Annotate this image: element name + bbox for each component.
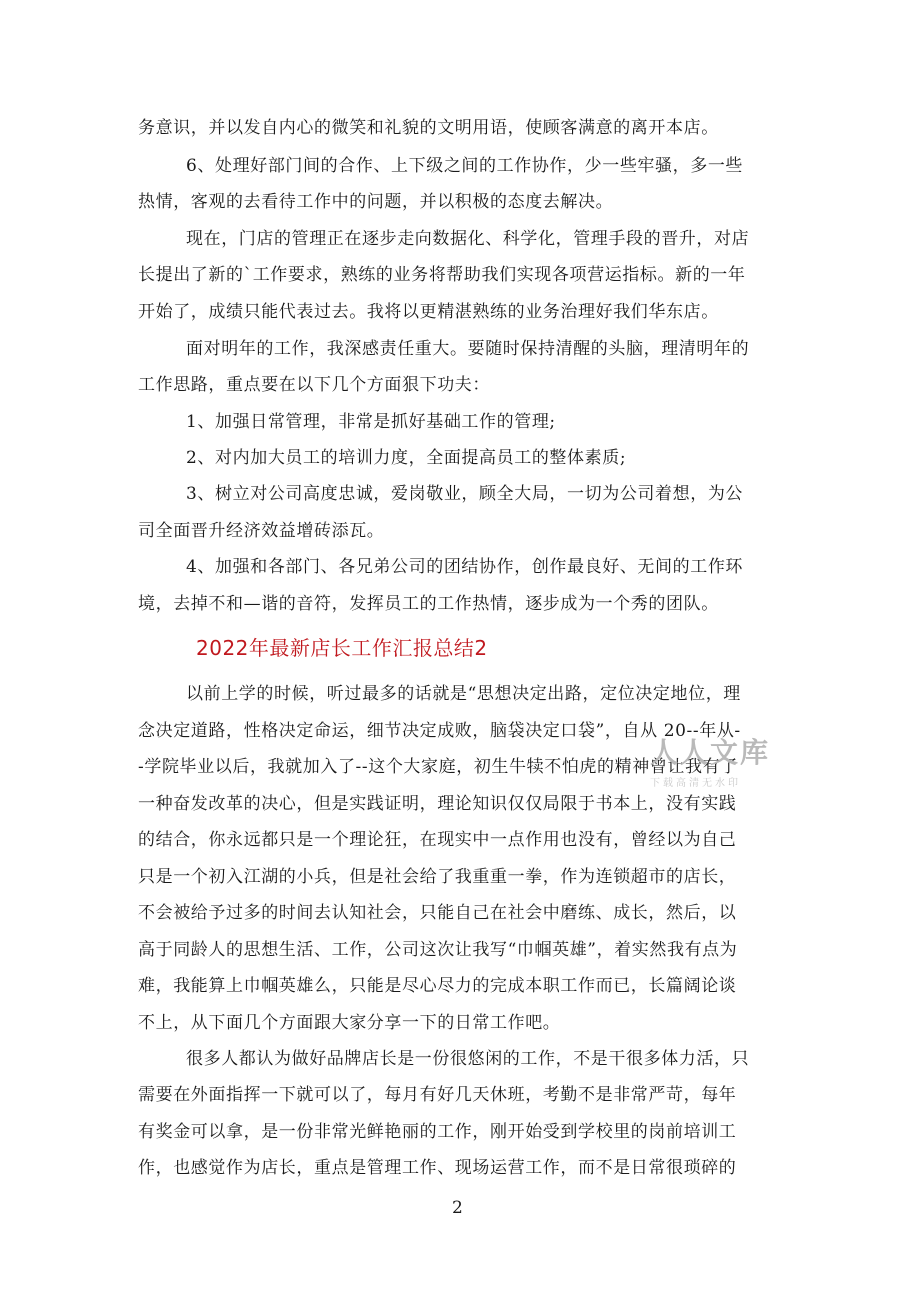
paragraph-line: 念决定道路，性格决定命运，细节决定成败，脑袋决定口袋”，自从 20--年从- — [138, 721, 741, 741]
list-item: 1、加强日常管理，非常是抓好基础工作的管理; — [186, 412, 556, 432]
paragraph-line: 不上，从下面几个方面跟大家分享一下的日常工作吧。 — [138, 1013, 561, 1033]
paragraph-line: 境，去掉不和—谐的音符，发挥员工的工作热情，逐步成为一个秀的团队。 — [138, 594, 719, 614]
watermark-subtitle: 下载高清无水印 — [650, 778, 741, 789]
paragraph-line: 有奖金可以拿，是一份非常光鲜艳丽的工作，刚开始受到学校里的岗前培训工 — [138, 1122, 737, 1142]
paragraph-line: 务意识，并以发自内心的微笑和礼貌的文明用语，使顾客满意的离开本店。 — [138, 118, 719, 138]
paragraph-line: 热情，客观的去看待工作中的问题，并以积极的态度去解决。 — [138, 192, 614, 212]
paragraph-line: 高于同龄人的思想生活、工作，公司这次让我写“巾帼英雄”，着实然我有点为 — [138, 940, 738, 960]
paragraph-line: 作，也感觉作为店长，重点是管理工作、现场运营工作，而不是日常很琐碎的 — [138, 1158, 737, 1178]
section-heading: 2022年最新店长工作汇报总结2 — [196, 636, 488, 660]
watermark-title: 人人文库 — [650, 736, 771, 769]
paragraph-line: 的结合，你永远都只是一个理论狂，在现实中一点作用也没有，曾经以为自己 — [138, 830, 737, 850]
list-item: 4、加强和各部门、各兄弟公司的团结协作，创作最良好、无间的工作环 — [186, 557, 744, 577]
list-item: 3、树立对公司高度忠诚，爱岗敬业，顾全大局，一切为公司着想，为公 — [186, 484, 744, 504]
paragraph-line: 以前上学的时候，听过最多的话就是“思想决定出路，定位决定地位，理 — [186, 684, 741, 704]
paragraph-line: 6、处理好部门间的合作、上下级之间的工作协作，少一些牢骚，多一些 — [186, 156, 744, 176]
watermark-logo — [650, 736, 790, 789]
paragraph-line: 一种奋发改革的决心，但是实践证明，理论知识仅仅局限于书本上，没有实践 — [138, 794, 737, 814]
page-number: 2 — [452, 1198, 463, 1218]
paragraph-line: 司全面晋升经济效益增砖添瓦。 — [138, 521, 385, 541]
paragraph-line: 长提出了新的`工作要求，熟练的业务将帮助我们实现各项营运指标。新的一年 — [138, 265, 746, 285]
paragraph-line: 面对明年的工作，我深感责任重大。要随时保持清醒的头脑，理清明年的 — [186, 339, 750, 359]
paragraph-line: 不会被给予过多的时间去认知社会，只能自己在社会中磨练、成长，然后，以 — [138, 903, 737, 923]
paragraph-line: 很多人都认为做好品牌店长是一份很悠闲的工作，不是干很多体力活，只 — [186, 1049, 750, 1069]
paragraph-line: 只是一个初入江湖的小兵，但是社会给了我重重一拳，作为连锁超市的店长， — [138, 867, 737, 887]
paragraph-line: 难，我能算上巾帼英雄么，只能是尽心尽力的完成本职工作而已，长篇阔论谈 — [138, 976, 737, 996]
paragraph-line: 需要在外面指挥一下就可以了，每月有好几天休班，考勤不是非常严苛，每年 — [138, 1085, 737, 1105]
list-item: 2、对内加大员工的培训力度，全面提高员工的整体素质; — [186, 448, 627, 468]
paragraph-line: 现在，门店的管理正在逐步走向数据化、科学化，管理手段的晋升，对店 — [186, 229, 750, 249]
paragraph-line: 开始了，成绩只能代表过去。我将以更精湛熟练的业务治理好我们华东店。 — [138, 302, 719, 322]
paragraph-line: -学院毕业以后，我就加入了--这个大家庭，初生牛犊不怕虎的精神曾让我有了 — [138, 757, 738, 777]
paragraph-line: 工作思路，重点要在以下几个方面狠下功夫： — [138, 375, 490, 395]
